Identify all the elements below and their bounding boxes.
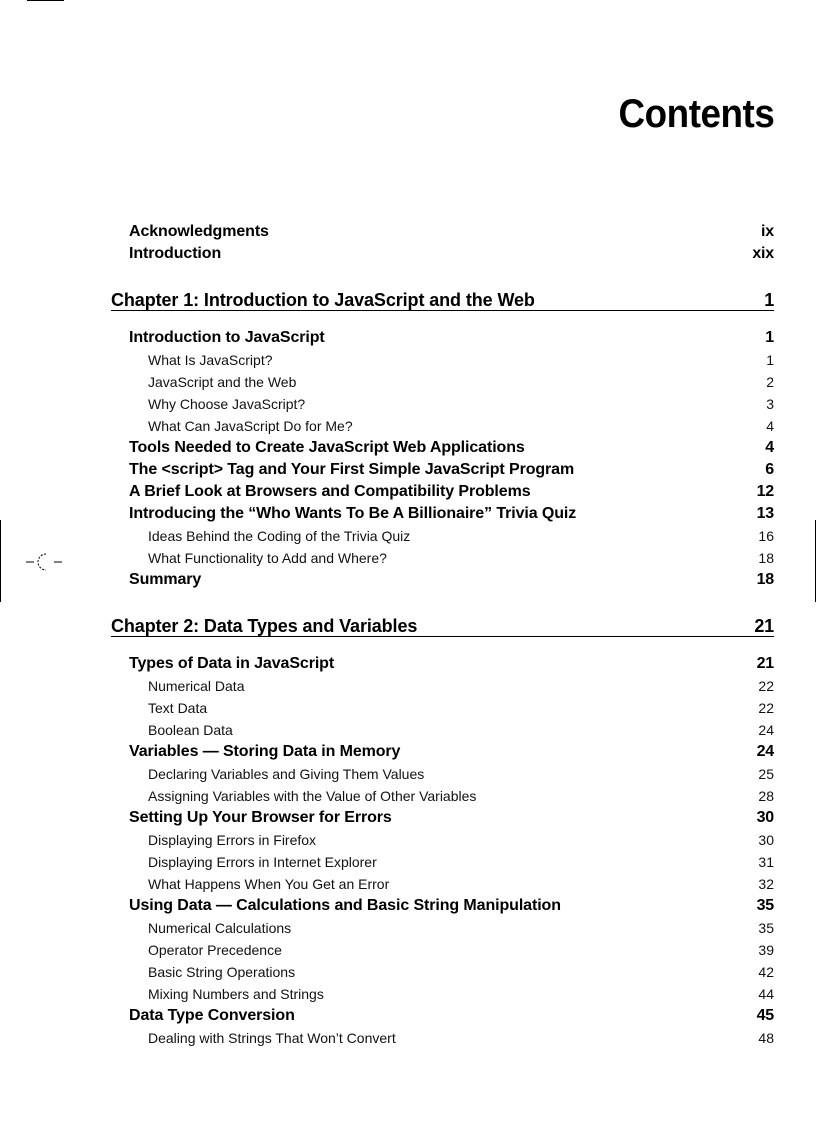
toc-section-label: Tools Needed to Create JavaScript Web Applications — [129, 439, 525, 456]
toc-section-page: 35 — [756, 897, 774, 914]
toc-section-label: Variables — Storing Data in Memory — [129, 743, 401, 760]
toc-subsection-page: 39 — [758, 942, 774, 958]
toc-subsection-page: 28 — [758, 788, 774, 804]
toc-section[interactable] — [129, 809, 774, 827]
toc-subsection-page: 31 — [758, 854, 774, 870]
toc-section-page: 24 — [756, 743, 774, 760]
toc-section-label: The <script> Tag and Your First Simple JavaScript Program — [129, 461, 575, 478]
toc-subsection-page: 3 — [766, 396, 774, 412]
toc-subsection-label: Ideas Behind the Coding of the Trivia Quiz — [148, 528, 411, 544]
toc-subsection-page: 30 — [758, 832, 774, 848]
toc-subsection-label: Displaying Errors in Internet Explorer — [148, 854, 377, 870]
toc-subsection-page: 42 — [758, 964, 774, 980]
toc-subsection-label: Mixing Numbers and Strings — [148, 986, 324, 1002]
toc-chapter-page: 1 — [764, 290, 774, 310]
toc-subsection-page: 1 — [766, 352, 774, 368]
toc-subsection-page: 35 — [758, 920, 774, 936]
toc-chapter-2[interactable] — [111, 617, 774, 637]
toc-entry-label: Introduction — [129, 245, 222, 262]
toc-section-page: 21 — [756, 655, 774, 672]
toc-section[interactable] — [129, 655, 774, 673]
toc-subsection-page: 32 — [758, 876, 774, 892]
toc-entry-page: ix — [761, 223, 774, 240]
toc-subsection[interactable] — [148, 964, 774, 980]
toc-subsection-page: 22 — [758, 700, 774, 716]
registration-mark-icon — [26, 550, 66, 574]
toc-subsection-label: Displaying Errors in Firefox — [148, 832, 317, 848]
toc-subsection[interactable] — [148, 920, 774, 936]
toc-subsection-page: 25 — [758, 766, 774, 782]
toc-entry-label: Acknowledgments — [129, 223, 269, 240]
toc-subsection-label: Numerical Data — [148, 678, 245, 694]
toc-section-page: 13 — [756, 505, 774, 522]
toc-section[interactable] — [129, 461, 774, 479]
toc-section-label: Setting Up Your Browser for Errors — [129, 809, 392, 826]
page-title: Contents — [618, 92, 774, 136]
toc-subsection-label: Dealing with Strings That Won’t Convert — [148, 1030, 396, 1046]
toc-subsection[interactable] — [148, 352, 774, 368]
toc-section[interactable] — [129, 1007, 774, 1025]
toc-subsection[interactable] — [148, 418, 774, 434]
toc-section-label: Introduction to JavaScript — [129, 329, 325, 346]
toc-section-label: Data Type Conversion — [129, 1007, 295, 1024]
toc-subsection-page: 22 — [758, 678, 774, 694]
toc-subsection[interactable] — [148, 788, 774, 804]
toc-section-page: 30 — [756, 809, 774, 826]
toc-subsection[interactable] — [148, 986, 774, 1002]
toc-section-label: A Brief Look at Browsers and Compatibility Problems — [129, 483, 531, 500]
toc-subsection-page: 16 — [758, 528, 774, 544]
toc-section-page: 18 — [756, 571, 774, 588]
toc-section-page: 12 — [756, 483, 774, 500]
toc-subsection-label: Boolean Data — [148, 722, 233, 738]
toc-subsection[interactable] — [148, 700, 774, 716]
toc-section[interactable] — [129, 897, 774, 915]
toc-subsection-label: What Functionality to Add and Where? — [148, 550, 387, 566]
toc-chapter-1[interactable] — [111, 291, 774, 311]
toc-section[interactable] — [129, 743, 774, 761]
toc-section-page: 4 — [765, 439, 774, 456]
toc-entry-acknowledgments[interactable] — [129, 223, 774, 241]
toc-subsection[interactable] — [148, 942, 774, 958]
toc-subsection[interactable] — [148, 396, 774, 412]
toc-subsection-label: Declaring Variables and Giving Them Values — [148, 766, 425, 782]
toc-section-page: 45 — [756, 1007, 774, 1024]
toc-subsection[interactable] — [148, 1030, 774, 1046]
toc-subsection-label: Assigning Variables with the Value of Other Variables — [148, 788, 477, 804]
toc-subsection-label: Operator Precedence — [148, 942, 282, 958]
toc-subsection[interactable] — [148, 854, 774, 870]
toc-subsection[interactable] — [148, 374, 774, 390]
crop-mark-top — [27, 0, 64, 1]
toc-section[interactable] — [129, 571, 774, 589]
toc-subsection-label: Numerical Calculations — [148, 920, 292, 936]
toc-subsection[interactable] — [148, 550, 774, 566]
toc-section-label: Types of Data in JavaScript — [129, 655, 335, 672]
toc-subsection-page: 44 — [758, 986, 774, 1002]
toc-subsection[interactable] — [148, 876, 774, 892]
toc-subsection-page: 24 — [758, 722, 774, 738]
toc-chapter-page: 21 — [754, 616, 774, 636]
toc-entry-introduction[interactable] — [129, 245, 774, 263]
toc-section-label: Introducing the “Who Wants To Be A Billionaire” Trivia Quiz — [129, 505, 577, 522]
toc-subsection-label: What Can JavaScript Do for Me? — [148, 418, 353, 434]
toc-section-page: 1 — [765, 329, 774, 346]
toc-subsection[interactable] — [148, 722, 774, 738]
toc-section[interactable] — [129, 329, 774, 347]
toc-subsection-page: 18 — [758, 550, 774, 566]
toc-subsection-page: 4 — [766, 418, 774, 434]
toc-subsection[interactable] — [148, 528, 774, 544]
toc-subsection-label: Why Choose JavaScript? — [148, 396, 306, 412]
toc-subsection-label: What Is JavaScript? — [148, 352, 273, 368]
toc-section[interactable] — [129, 505, 774, 523]
toc-section[interactable] — [129, 483, 774, 501]
toc-entry-page: xix — [752, 245, 774, 262]
toc-section-label: Summary — [129, 571, 202, 588]
toc-subsection-page: 2 — [766, 374, 774, 390]
toc-subsection[interactable] — [148, 678, 774, 694]
toc-section-label: Using Data — Calculations and Basic String Manipulation — [129, 897, 561, 914]
toc-subsection[interactable] — [148, 832, 774, 848]
toc-chapter-label: Chapter 2: Data Types and Variables — [111, 616, 418, 636]
toc-subsection-label: Basic String Operations — [148, 964, 296, 980]
toc-subsection[interactable] — [148, 766, 774, 782]
toc-section[interactable] — [129, 439, 774, 457]
toc-subsection-page: 48 — [758, 1030, 774, 1046]
margin-line-left — [0, 520, 1, 602]
toc-subsection-label: Text Data — [148, 700, 208, 716]
toc-section-page: 6 — [765, 461, 774, 478]
toc-subsection-label: JavaScript and the Web — [148, 374, 297, 390]
toc-chapter-label: Chapter 1: Introduction to JavaScript and the Web — [111, 290, 535, 310]
toc-subsection-label: What Happens When You Get an Error — [148, 876, 390, 892]
